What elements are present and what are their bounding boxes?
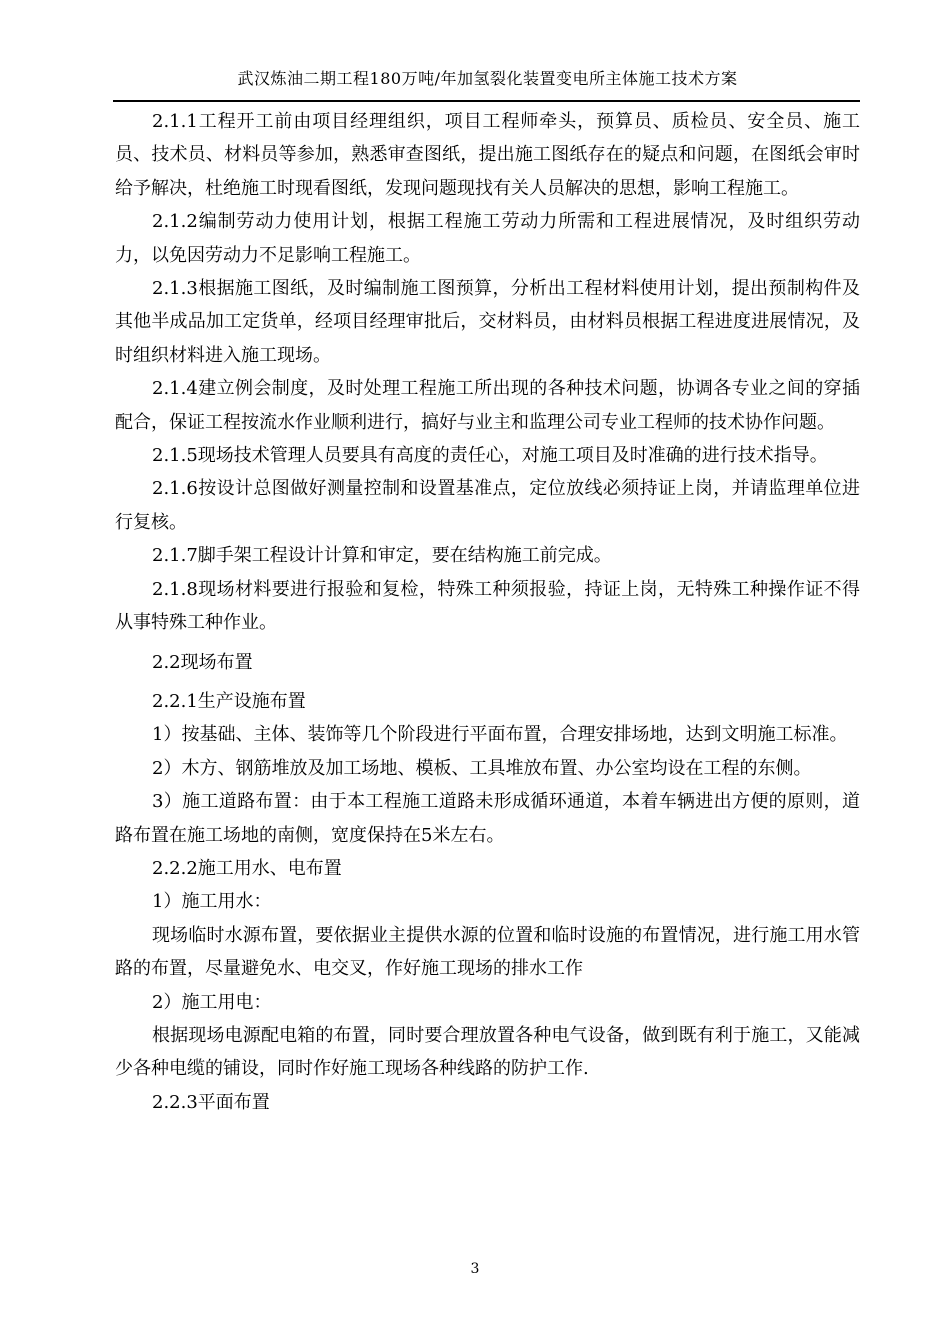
list-item-2: 2）木方、钢筋堆放及加工场地、模板、工具堆放布置、办公室均设在工程的东侧。	[152, 757, 812, 779]
subheading-2-2-3: 2.2.3平面布置	[152, 1091, 270, 1113]
item-water-heading: 1）施工用水：	[152, 891, 272, 913]
item-power-heading: 2）施工用电：	[152, 991, 272, 1013]
paragraph-2-1-4: 2.1.4建立例会制度，及时处理工程施工所出现的各种技术问题，协调各专业之间的穿插配合，保证工程按流水作业顺利进行，搞好与业主和监理公司专业工程师的技术协作问题。	[115, 378, 860, 433]
paragraph-2-1-2: 2.1.2编制劳动力使用计划，根据工程施工劳动力所需和工程进展情况，及时组织劳动力，以免因劳动力不足影响工程施工。	[115, 211, 860, 266]
page-header: 武汉炼油二期工程180万吨/年加氢裂化装置变电所主体施工技术方案	[237, 69, 738, 88]
document-body	[115, 105, 860, 1119]
paragraph-water: 现场临时水源布置，要依据业主提供水源的位置和临时设施的布置情况，进行施工用水管路的布置，尽量避免水、电交叉，作好施工现场的排水工作	[115, 924, 860, 980]
page-number: 3	[470, 1261, 480, 1277]
list-item-1: 1）按基础、主体、装饰等几个阶段进行平面布置，合理安排场地，达到文明施工标准。	[152, 724, 848, 746]
list-item-3: 3）施工道路布置：由于本工程施工道路未形成循环通道，本着车辆进出方便的原则，道路布置在施工场地的南侧，宽度保持在5米左右。	[115, 791, 860, 846]
subheading-2-2-1: 2.2.1生产设施布置	[152, 690, 306, 712]
paragraph-power: 根据现场电源配电箱的布置，同时要合理放置各种电气设备，做到既有利于施工，又能减少各种电缆的铺设，同时作好施工现场各种线路的防护工作.	[115, 1024, 860, 1080]
paragraph-2-1-3: 2.1.3根据施工图纸，及时编制施工图预算，分析出工程材料使用计划，提出预制构件及其他半成品加工定货单，经项目经理审批后，交材料员，由材料员根据工程进度进展情况，及时组织材料进入施工现场。	[115, 278, 860, 366]
header-rule	[113, 100, 860, 102]
paragraph-2-1-7: 2.1.7脚手架工程设计计算和审定，要在结构施工前完成。	[152, 545, 612, 567]
section-heading-2-2: 2.2现场布置	[152, 651, 253, 673]
paragraph-2-1-5: 2.1.5现场技术管理人员要具有高度的责任心，对施工项目及时准确的进行技术指导。	[152, 445, 828, 467]
paragraph-2-1-8: 2.1.8现场材料要进行报验和复检，特殊工种须报验，持证上岗，无特殊工种操作证不得从事特殊工种作业。	[115, 578, 860, 634]
paragraph-2-1-6: 2.1.6按设计总图做好测量控制和设置基准点，定位放线必须持证上岗，并请监理单位进行复核。	[115, 478, 860, 533]
subheading-2-2-2: 2.2.2施工用水、电布置	[152, 857, 342, 879]
paragraph-2-1-1: 2.1.1工程开工前由项目经理组织，项目工程师牵头，预算员、质检员、安全员、施工员、技术员、材料员等参加，熟悉审查图纸，提出施工图纸存在的疑点和问题，在图纸会审时给予解决，杜绝施工时现看图纸，发现问题现找有关人员解决的思想，影响工程施工。	[115, 111, 860, 199]
